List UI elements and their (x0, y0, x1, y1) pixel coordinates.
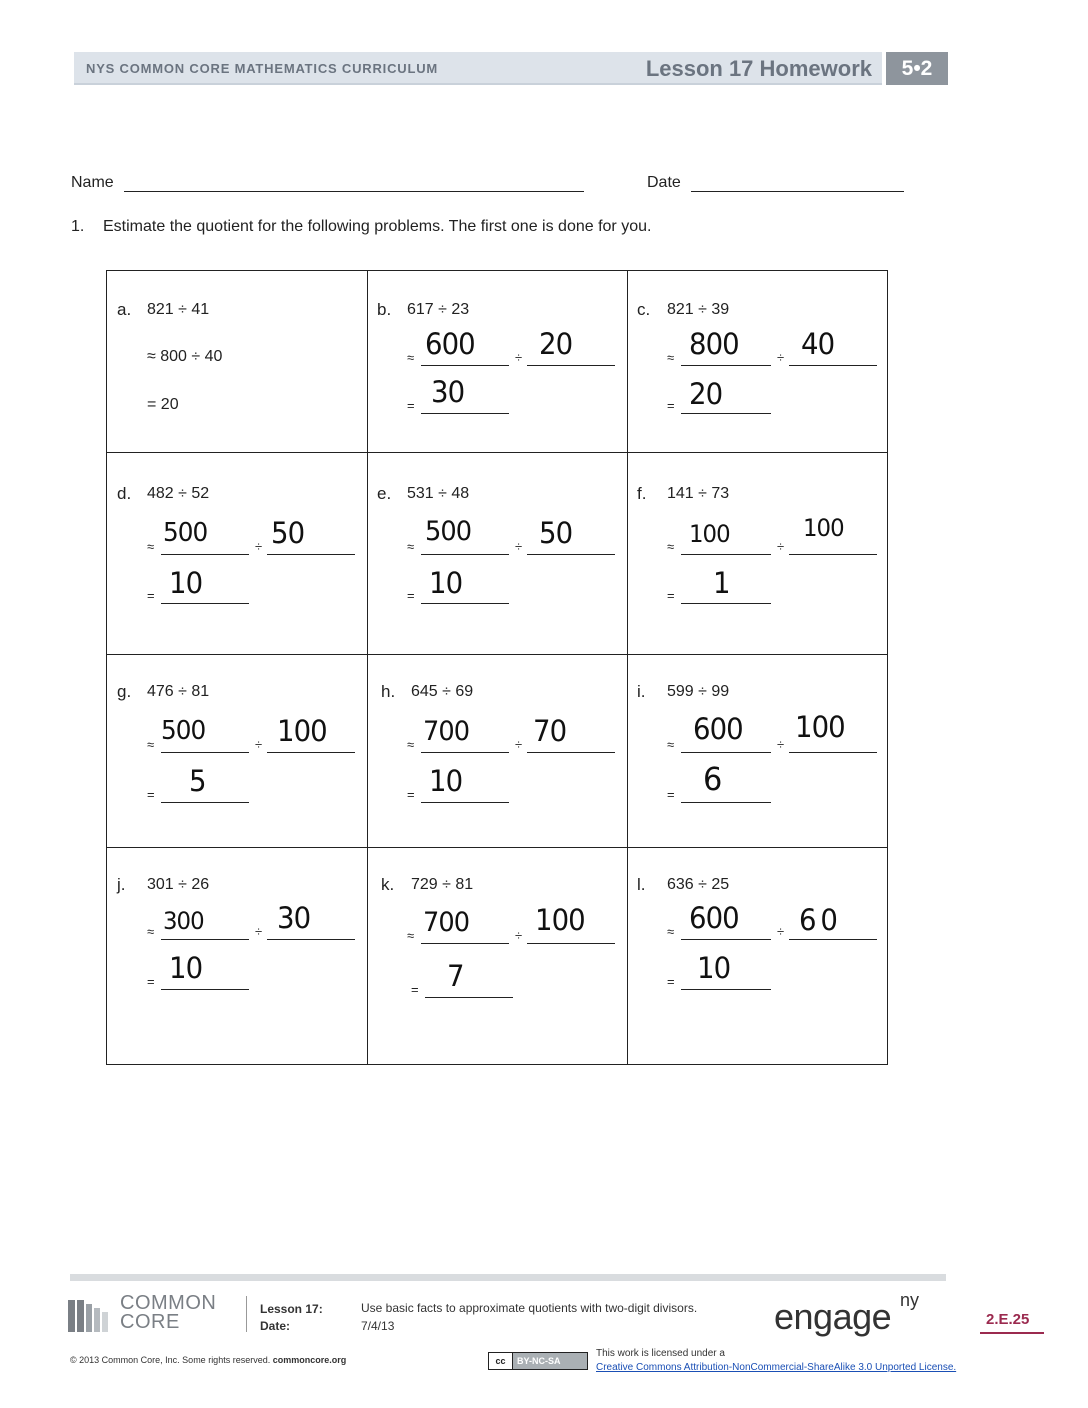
example-result: = 20 (147, 396, 179, 413)
handwritten-divisor: 60 (799, 903, 842, 937)
equals-symbol: = (147, 787, 155, 802)
problem-cell-h (367, 654, 627, 847)
approx-symbol: ≈ (407, 737, 415, 752)
problem-grid (106, 270, 888, 1065)
brand-line-1: COMMON (120, 1292, 217, 1314)
quotient-blank[interactable] (161, 802, 249, 803)
problem-letter: j. (117, 875, 126, 894)
handwritten-quotient: 30 (431, 375, 465, 409)
curriculum-title: NYS COMMON CORE MATHEMATICS CURRICULUM (86, 61, 439, 76)
handwritten-divisor: 50 (271, 516, 305, 550)
problem-cell-a (107, 271, 367, 452)
footer-date-value: 7/4/13 (361, 1319, 395, 1333)
handwritten-dividend: 300 (163, 907, 204, 935)
divisor-blank[interactable] (527, 365, 615, 366)
divisor-blank[interactable] (527, 943, 615, 944)
divisor-blank[interactable] (267, 939, 355, 940)
problem-letter: b. (377, 300, 392, 319)
approx-symbol: ≈ (667, 924, 675, 939)
handwritten-quotient: 5 (189, 764, 206, 798)
handwritten-dividend: 500 (425, 516, 472, 547)
problem-expression: 141 ÷ 73 (667, 485, 730, 502)
problem-cell-i (627, 654, 889, 847)
equals-symbol: = (147, 588, 155, 603)
divide-symbol: ÷ (777, 539, 785, 554)
handwritten-dividend: 600 (689, 901, 739, 935)
handwritten-quotient: 6 (703, 760, 722, 798)
handwritten-dividend: 600 (425, 327, 475, 361)
approx-symbol: ≈ (407, 350, 415, 365)
handwritten-divisor: 30 (277, 901, 311, 935)
approx-symbol: ≈ (407, 539, 415, 554)
approx-symbol: ≈ (407, 928, 415, 943)
cc-badge-right: BY-NC-SA (517, 1356, 561, 1366)
equals-symbol: = (667, 787, 675, 802)
problem-letter: d. (117, 484, 132, 503)
common-core-logo-icon (68, 1296, 112, 1332)
divisor-blank[interactable] (789, 554, 877, 555)
problem-letter: e. (377, 484, 392, 503)
dividend-blank[interactable] (161, 752, 249, 753)
handwritten-divisor: 70 (533, 714, 567, 748)
equals-symbol: = (667, 398, 675, 413)
name-field[interactable] (124, 191, 584, 192)
handwritten-dividend: 700 (423, 716, 470, 747)
problem-expression: 821 ÷ 41 (147, 301, 210, 318)
problem-cell-b (367, 271, 627, 452)
divisor-blank[interactable] (789, 365, 877, 366)
problem-expression: 531 ÷ 48 (407, 485, 470, 502)
copyright-statement: © 2013 Common Core, Inc. Some rights reserved. (70, 1355, 271, 1365)
equals-symbol: = (147, 974, 155, 989)
license-link[interactable]: Creative Commons Attribution-NonCommercial-ShareAlike 3.0 Unported License. (596, 1362, 957, 1373)
dividend-blank[interactable] (681, 554, 771, 555)
problem-expression: 476 ÷ 81 (147, 683, 210, 700)
approx-symbol: ≈ (147, 737, 155, 752)
equals-symbol: = (667, 974, 675, 989)
footer-date-label: Date: (260, 1319, 291, 1333)
problem-expression: 729 ÷ 81 (411, 876, 474, 893)
divide-symbol: ÷ (777, 350, 785, 365)
handwritten-divisor: 100 (277, 714, 327, 748)
problem-cell-g (107, 654, 367, 847)
equals-symbol: = (667, 588, 675, 603)
quotient-blank[interactable] (681, 413, 771, 414)
dividend-blank[interactable] (681, 752, 771, 753)
question-instruction: Estimate the quotient for the following problems. The first one is done for you. (103, 218, 652, 235)
divisor-blank[interactable] (789, 939, 877, 940)
date-field[interactable] (691, 191, 904, 192)
handwritten-quotient: 10 (429, 764, 463, 798)
dividend-blank[interactable] (421, 365, 509, 366)
handwritten-quotient: 10 (169, 566, 203, 600)
copyright-text (70, 1355, 346, 1365)
date-label: Date (647, 174, 681, 191)
divide-symbol: ÷ (255, 924, 263, 939)
approx-symbol: ≈ (667, 737, 675, 752)
divide-symbol: ÷ (515, 737, 523, 752)
quotient-blank[interactable] (161, 989, 249, 990)
handwritten-divisor: 100 (803, 514, 844, 542)
problem-expression: 821 ÷ 39 (667, 301, 730, 318)
divide-symbol: ÷ (255, 737, 263, 752)
handwritten-divisor: 50 (539, 516, 573, 550)
problem-letter: c. (637, 300, 651, 319)
handwritten-dividend: 100 (689, 520, 730, 548)
handwritten-quotient: 7 (447, 959, 464, 993)
quotient-blank[interactable] (681, 802, 771, 803)
divisor-blank[interactable] (527, 554, 615, 555)
grade-module-badge: 5•2 (886, 52, 948, 85)
footer-separator (246, 1296, 247, 1332)
problem-letter: k. (381, 875, 395, 894)
footer-lesson-desc: Use basic facts to approximate quotients with two-digit divisors. (361, 1301, 698, 1315)
problem-letter: i. (637, 682, 646, 701)
approx-symbol: ≈ (147, 539, 155, 554)
equals-symbol: = (411, 982, 419, 997)
footer-lesson-label: Lesson 17: (260, 1302, 323, 1316)
handwritten-divisor: 100 (535, 903, 585, 937)
approx-symbol: ≈ (667, 539, 675, 554)
problem-cell-f (627, 452, 889, 654)
engageny-logo-main: engage (774, 1296, 892, 1337)
common-core-brand (120, 1294, 216, 1332)
problem-cell-k (367, 847, 627, 1064)
divisor-blank[interactable] (527, 752, 615, 753)
problem-expression: 482 ÷ 52 (147, 485, 210, 502)
divide-symbol: ÷ (255, 539, 263, 554)
divisor-blank[interactable] (267, 554, 355, 555)
handwritten-dividend: 600 (693, 712, 743, 746)
problem-expression: 617 ÷ 23 (407, 301, 470, 318)
problem-letter: l. (637, 875, 646, 894)
problem-cell-c (627, 271, 889, 452)
dividend-blank[interactable] (161, 554, 249, 555)
license-intro: This work is licensed under a (596, 1348, 725, 1359)
header-banner (74, 52, 882, 85)
name-label: Name (71, 174, 114, 191)
handwritten-quotient: 20 (689, 377, 723, 411)
dividend-blank[interactable] (681, 365, 771, 366)
dividend-blank[interactable] (421, 554, 509, 555)
handwritten-divisor: 40 (801, 327, 835, 361)
problem-letter: a. (117, 300, 132, 319)
quotient-blank[interactable] (421, 413, 509, 414)
problem-letter: f. (637, 484, 647, 503)
cc-badge-left: cc (489, 1353, 513, 1369)
approx-symbol: ≈ (147, 924, 155, 939)
page-code: 2.E.25 (986, 1311, 1030, 1328)
handwritten-dividend: 800 (689, 327, 739, 361)
handwritten-quotient: 1 (713, 566, 730, 600)
problem-cell-d (107, 452, 367, 654)
divide-symbol: ÷ (515, 350, 523, 365)
handwritten-divisor: 100 (795, 710, 845, 744)
problem-expression: 645 ÷ 69 (411, 683, 474, 700)
problem-letter: g. (117, 682, 132, 701)
handwritten-quotient: 10 (429, 566, 463, 600)
problem-expression: 636 ÷ 25 (667, 876, 730, 893)
brand-line-2: CORE (120, 1311, 180, 1333)
equals-symbol: = (407, 398, 415, 413)
equals-symbol: = (407, 787, 415, 802)
problem-expression: 301 ÷ 26 (147, 876, 210, 893)
page-code-underline (980, 1332, 1044, 1334)
handwritten-dividend: 500 (163, 518, 208, 548)
quotient-blank[interactable] (425, 997, 513, 998)
divide-symbol: ÷ (515, 928, 523, 943)
copyright-site: commoncore.org (272, 1355, 347, 1365)
handwritten-quotient: 10 (697, 951, 731, 985)
equals-symbol: = (407, 588, 415, 603)
quotient-blank[interactable] (681, 989, 771, 990)
handwritten-quotient: 10 (169, 951, 203, 985)
quotient-blank[interactable] (421, 802, 509, 803)
problem-expression: 599 ÷ 99 (667, 683, 730, 700)
dividend-blank[interactable] (161, 939, 249, 940)
handwritten-dividend: 700 (423, 907, 470, 938)
quotient-blank[interactable] (681, 603, 771, 604)
problem-cell-l (627, 847, 889, 1064)
engageny-logo-super: ny (900, 1290, 920, 1310)
footer-rule (70, 1274, 946, 1281)
divide-symbol: ÷ (777, 924, 785, 939)
divide-symbol: ÷ (515, 539, 523, 554)
question-number: 1. (71, 218, 85, 235)
divisor-blank[interactable] (267, 752, 355, 753)
divisor-blank[interactable] (789, 752, 877, 753)
quotient-blank[interactable] (161, 603, 249, 604)
handwritten-divisor: 20 (539, 327, 573, 361)
approx-symbol: ≈ (667, 350, 675, 365)
quotient-blank[interactable] (421, 603, 509, 604)
example-estimate: ≈ 800 ÷ 40 (147, 348, 223, 365)
problem-letter: h. (381, 682, 396, 701)
problem-cell-e (367, 452, 627, 654)
dividend-blank[interactable] (421, 752, 509, 753)
handwritten-dividend: 500 (161, 716, 206, 746)
lesson-title: Lesson 17 Homework (645, 56, 872, 81)
dividend-blank[interactable] (681, 939, 771, 940)
cc-license-badge-icon[interactable] (488, 1352, 588, 1370)
dividend-blank[interactable] (421, 943, 509, 944)
problem-cell-j (107, 847, 367, 1064)
divide-symbol: ÷ (777, 737, 785, 752)
